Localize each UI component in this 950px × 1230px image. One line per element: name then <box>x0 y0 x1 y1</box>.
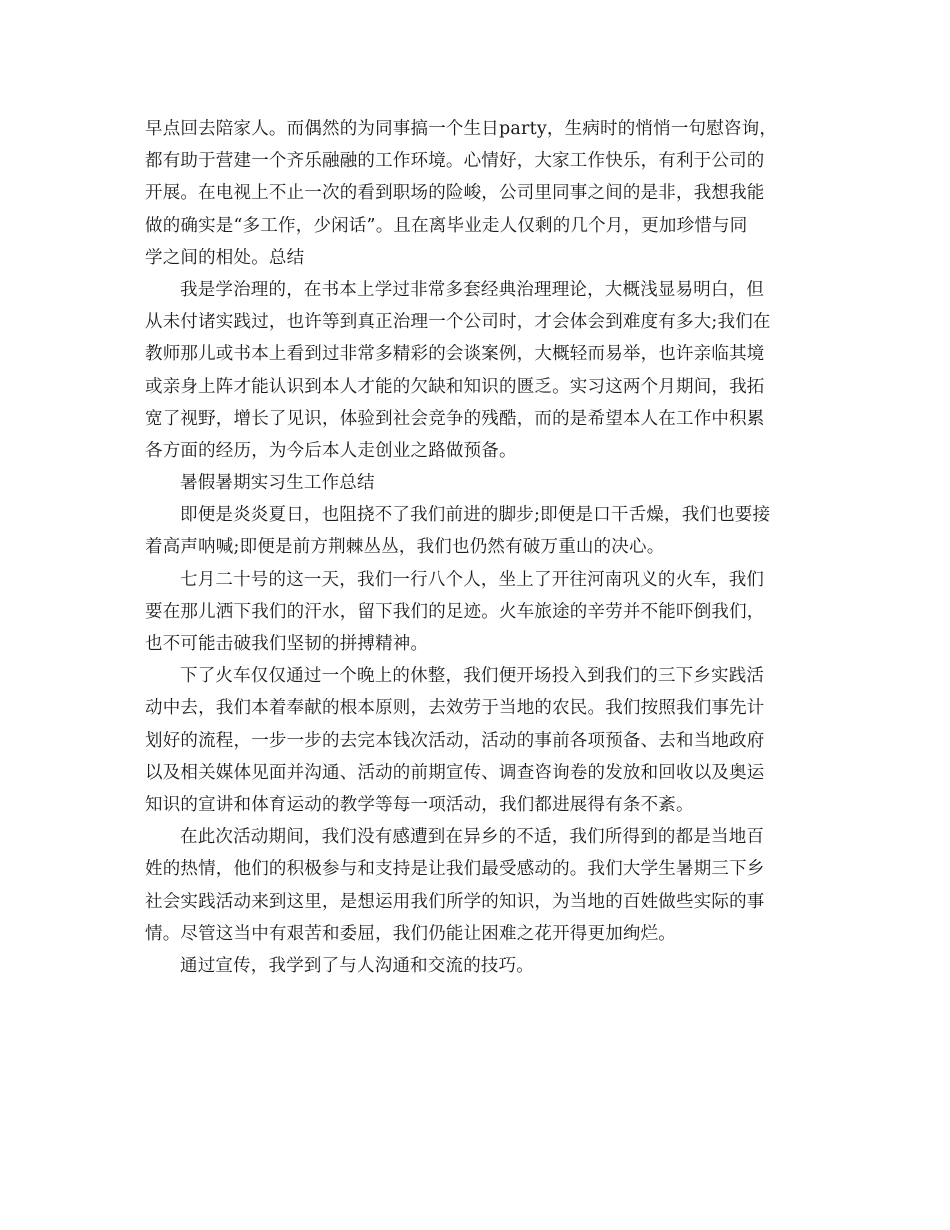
text-line: 都有助于营建一个齐乐融融的工作环境。心情好，大家工作快乐，有利于公司的 <box>145 151 765 172</box>
paragraph <box>145 660 813 821</box>
text-line: 我是学治理的，在书本上学过非常多套经典治理理论，大概浅显易明白，但 <box>180 279 765 300</box>
text-line: 姓的热情，他们的积极参与和支持是让我们最受感动的。我们大学生暑期三下乡 <box>145 859 765 880</box>
text-line: 在此次活动期间，我们没有感遭到在异乡的不适，我们所得到的都是当地百 <box>180 827 765 848</box>
paragraph <box>145 821 813 950</box>
text-line: 宽了视野，增长了见识，体验到社会竞争的残酷，而的是希望本人在工作中积累 <box>145 408 765 429</box>
paragraph <box>145 564 813 661</box>
text-line: 以及相关媒体见面并沟通、活动的前期宣传、调查咨询卷的发放和回收以及奥运 <box>145 762 765 783</box>
text-line: 学之间的相处。总结 <box>145 247 305 268</box>
text-line: 情。尽管这当中有艰苦和委屈，我们仍能让困难之花开得更加绚烂。 <box>145 923 676 944</box>
text-line: 各方面的经历，为今后本人走创业之路做预备。 <box>145 440 517 461</box>
text-line: 七月二十号的这一天，我们一行八个人，坐上了开往河南巩义的火车，我们 <box>180 569 765 590</box>
text-line: 即便是炎炎夏日，也阻挠不了我们前进的脚步;即便是口干舌燥，我们也要接 <box>180 505 771 526</box>
text-line: 教师那儿或书本上看到过非常多精彩的会谈案例，大概轻而易举，也许亲临其境 <box>145 344 765 365</box>
text-line: 着高声呐喊;即便是前方荆棘丛丛，我们也仍然有破万重山的决心。 <box>145 537 665 558</box>
text-line: 或亲身上阵才能认识到本人才能的欠缺和知识的匮乏。实习这两个月期间，我拓 <box>145 376 765 397</box>
section-heading <box>145 467 813 499</box>
document-body <box>145 113 813 982</box>
text-line: 做的确实是“多工作，少闲话”。且在离毕业走人仅剩的几个月，更加珍惜与同 <box>145 215 748 236</box>
text-line: 要在那儿洒下我们的汗水，留下我们的足迹。火车旅途的辛劳并不能吓倒我们， <box>145 601 765 622</box>
text-line: 通过宣传，我学到了与人沟通和交流的技巧。 <box>180 955 534 976</box>
text-line: 也不可能击破我们坚韧的拼搏精神。 <box>145 634 429 654</box>
text-line: 早点回去陪家人。而偶然的为同事搞一个生日party，生病时的悄悄一句慰咨询， <box>145 119 778 139</box>
text-line: 知识的宣讲和体育运动的教学等每一项活动，我们都进展得有条不紊。 <box>145 794 694 815</box>
text-line: 开展。在电视上不止一次的看到职场的险峻，公司里同事之间的是非，我想我能 <box>145 183 765 204</box>
text-line: 暑假暑期实习生工作总结 <box>180 473 375 494</box>
paragraph <box>145 950 813 982</box>
text-line: 划好的流程，一步一步的去完本钱次活动，活动的事前各项预备、去和当地政府 <box>145 730 765 751</box>
text-line: 动中去，我们本着奉献的根本原则，去效劳于当地的农民。我们按照我们事先计 <box>145 698 765 719</box>
text-line: 下了火车仅仅通过一个晚上的休整，我们便开场投入到我们的三下乡实践活 <box>180 666 765 687</box>
text-line: 社会实践活动来到这里，是想运用我们所学的知识，为当地的百姓做些实际的事 <box>145 891 765 912</box>
paragraph <box>145 499 813 563</box>
paragraph <box>145 274 813 467</box>
paragraph <box>145 113 813 274</box>
text-line: 从未付诸实践过，也许等到真正治理一个公司时，才会体会到难度有多大;我们在 <box>145 312 771 333</box>
